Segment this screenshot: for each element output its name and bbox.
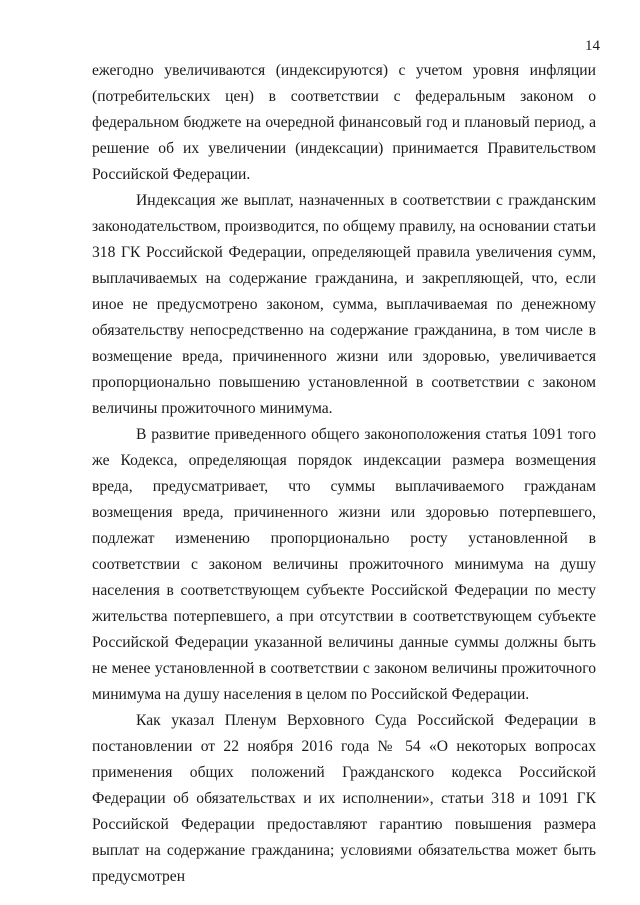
- document-body: [92, 58, 596, 890]
- paragraph-continuation: ежегодно увеличиваются (индексируются) с учетом уровня инфляции (потребительских цен) в соответствии с федеральным законом о федеральном бюджете на очередной финансовый год и плановый период, а решение об их увеличении (индексации) принимается Правительством Российской Федерации.: [92, 62, 596, 183]
- paragraph-plenum-resolution: Как указал Пленум Верховного Суда Российской Федерации в постановлении от 22 ноября 2016 года № 54 «О некоторых вопросах применения общих положений Гражданского кодекса Российской Федерации об обязательствах и их исполнении», статьи 318 и 1091 ГК Российской Федерации предоставляют гарантию повышения размера выплат на содержание гражданина; условиями обязательства может быть предусмотрен: [92, 712, 596, 885]
- page-number: 14: [585, 38, 600, 54]
- paragraph-article-1091: В развитие приведенного общего законоположения статья 1091 того же Кодекса, определяющая порядок индексации размера возмещения вреда, предусматривает, что суммы выплачиваемого гражданам возмещения вреда, причиненного жизни или здоровью потерпевшего, подлежат изменению пропорционально росту установленной в соответствии с законом величины прожиточного минимума на душу населения в соответствующем субъекте Российской Федерации по месту жительства потерпевшего, а при отсутствии в соответствующем субъекте Российской Федерации указанной величины данные суммы должны быть не менее установленной в соответствии с законом величины прожиточного минимума на душу населения в целом по Российской Федерации.: [92, 426, 596, 703]
- paragraph-indexation-civil: Индексация же выплат, назначенных в соответствии с гражданским законодательством, производится, по общему правилу, на основании статьи 318 ГК Российской Федерации, определяющей правила увеличения сумм, выплачиваемых на содержание гражданина, и закрепляющей, что, если иное не предусмотрено законом, сумма, выплачиваемая по денежному обязательству непосредственно на содержание гражданина, в том числе в возмещение вреда, причиненного жизни или здоровью, увеличивается пропорционально повышению установленной в соответствии с законом величины прожиточного минимума.: [92, 192, 596, 417]
